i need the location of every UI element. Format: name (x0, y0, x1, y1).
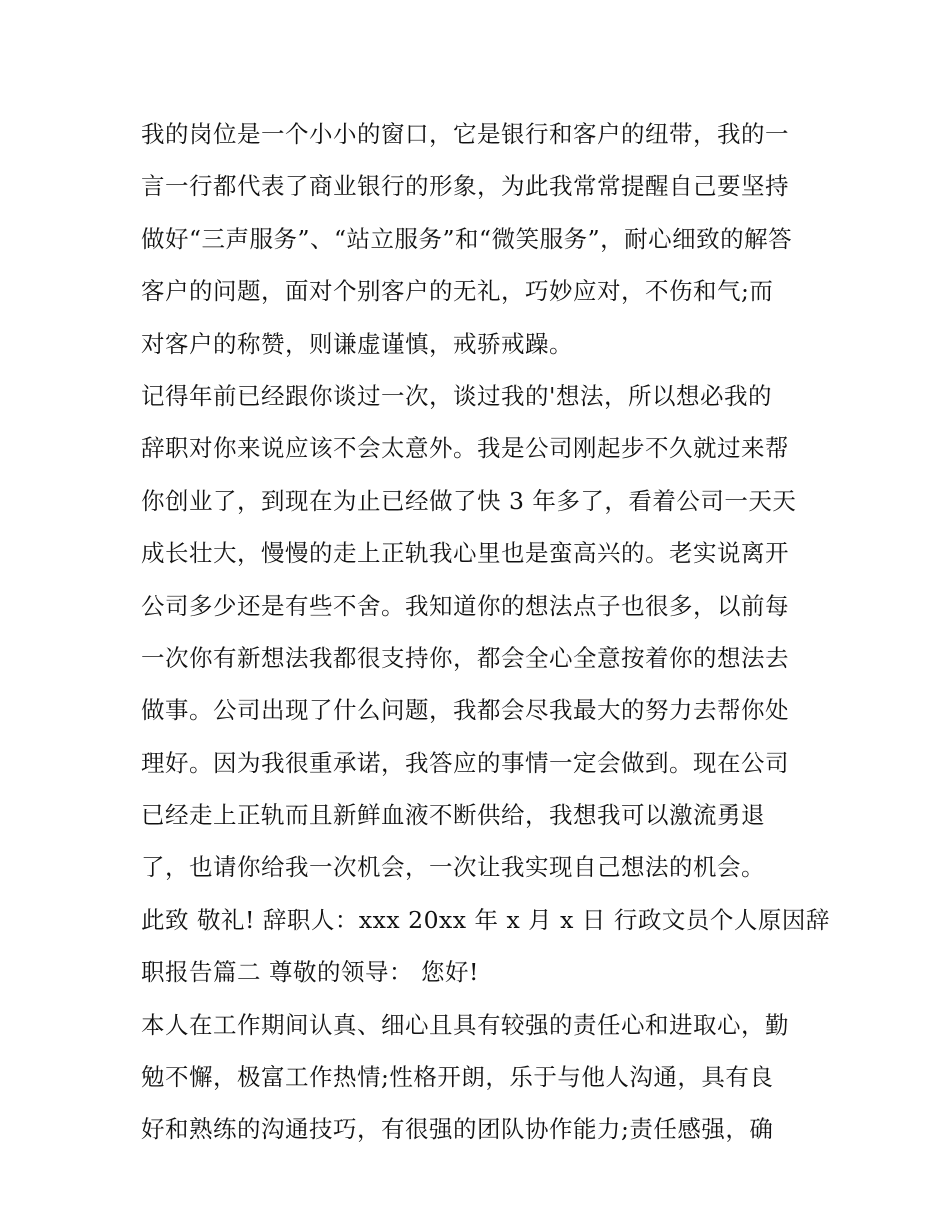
text-line: 好和熟练的沟通技巧，有很强的团队协作能力;责任感强，确 (141, 1115, 774, 1144)
text-line: 记得年前已经跟你谈过一次，谈过我的'想法，所以想必我的 (141, 381, 772, 410)
text-line: 一次你有新想法我都很支持你，都会全心全意按着你的想法去 (141, 643, 789, 672)
text-line: 客户的问题，面对个别客户的无礼，巧妙应对，不伤和气;而 (141, 277, 774, 306)
text-line: 本人在工作期间认真、细心且具有较强的责任心和进取心，勤 (141, 1010, 789, 1039)
text-line: 已经走上正轨而且新鲜血液不断供给，我想我可以激流勇退 (141, 801, 765, 830)
text-line: 成长壮大，慢慢的走上正轨我心里也是蛮高兴的。老实说离开 (141, 539, 789, 568)
text-line: 我的岗位是一个小小的窗口，它是银行和客户的纽带，我的一 (141, 120, 789, 148)
document-body (141, 108, 830, 1156)
text-line: 辞职对你来说应该不会太意外。我是公司刚起步不久就过来帮 (141, 434, 789, 463)
text-line: 此致 敬礼! 辞职人：xxx 20xx 年 x 月 x 日 行政文员个人原因辞 (141, 905, 830, 934)
text-line: 做事。公司出现了什么问题，我都会尽我最大的努力去帮你处 (141, 696, 789, 725)
text-line: 言一行都代表了商业银行的形象，为此我常常提醒自己要坚持 (141, 172, 789, 201)
text-line: 了，也请你给我一次机会，一次让我实现自己想法的机会。 (141, 853, 765, 882)
text-line: 理好。因为我很重承诺，我答应的事情一定会做到。现在公司 (141, 748, 789, 777)
text-line: 勉不懈，极富工作热情;性格开朗，乐于与他人沟通，具有良 (141, 1063, 774, 1092)
text-line: 职报告篇二 尊敬的领导： 您好! (141, 958, 479, 987)
text-line: 对客户的称赞，则谦虚谨慎，戒骄戒躁。 (141, 329, 573, 358)
text-line: 你创业了，到现在为止已经做了快 3 年多了，看着公司一天天 (141, 486, 797, 515)
text-line: 做好“三声服务”、“站立服务”和“微笑服务”，耐心细致的解答 (141, 224, 793, 253)
text-line: 公司多少还是有些不舍。我知道你的想法点子也很多，以前每 (141, 591, 789, 620)
